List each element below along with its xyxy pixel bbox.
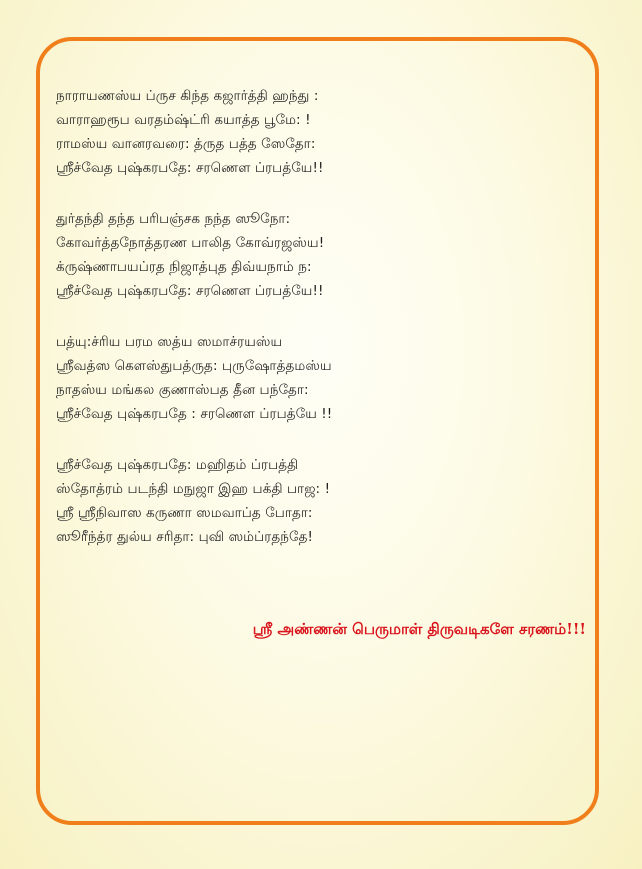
stanza-3 xyxy=(56,330,476,426)
verse-line: ஸ்ரீ ஸ்ரீநிவாஸ கருணா ஸமவாப்த போதா: xyxy=(56,505,313,521)
verse-line: பத்யு:ச்ரிய பரம ஸத்ய ஸமாச்ரயஸ்ய xyxy=(56,334,283,350)
verse-line: வாராஹரூப வரதம்ஷ்ட்ரி கயாத்த பூமே: ! xyxy=(56,112,311,128)
verse-line: ஸூரீந்த்ர துல்ய சரிதா: புவி ஸம்ப்ரதந்தே! xyxy=(56,529,314,545)
stanza-2 xyxy=(56,207,476,303)
stanza-1 xyxy=(56,84,476,180)
verse-line: ஸ்ரீச்வேத புஷ்கரபதே: சரணௌ ப்ரபத்யே!! xyxy=(56,160,324,176)
verse-line: கோவர்த்தநோத்தரண பாலித கோவ்ரஜஸ்ய! xyxy=(56,235,325,251)
stanza-4 xyxy=(56,453,476,549)
verse-line: ஸ்ரீச்வேத புஷ்கரபதே: சரணௌ ப்ரபத்யே!! xyxy=(56,283,324,299)
verse-line: ஸ்ரீச்வேத புஷ்கரபதே: மஹிதம் ப்ரபத்தி xyxy=(56,457,299,473)
verse-content xyxy=(56,84,476,576)
verse-line: ராமஸ்ய வானரவரை: த்ருத பத்த ஸேதோ: xyxy=(56,136,316,152)
verse-line: ஸ்ரீச்வேத புஷ்கரபதே : சரணௌ ப்ரபத்யே !! xyxy=(56,406,333,422)
verse-line: நாதஸ்ய மங்கல குணாஸ்பத தீன பந்தோ: xyxy=(56,382,309,398)
footer-salutation: ஸ்ரீ அண்ணன் பெருமாள் திருவடிகளே சரணம்!!! xyxy=(252,620,586,638)
verse-line: ஸ்தோத்ரம் படந்தி மநுஜா இஹ பக்தி பாஜ: ! xyxy=(56,481,331,497)
verse-line: க்ருஷ்ணாபயப்ரத நிஜாத்புத திவ்யநாம் ந: xyxy=(56,259,312,275)
verse-line: ஸ்ரீவத்ஸ கௌஸ்துபத்ருத: புருஷோத்தமஸ்ய xyxy=(56,358,332,374)
verse-line: துர்தந்தி தந்த பரிபஞ்சக நந்த ஸூநோ: xyxy=(56,211,291,227)
verse-line: நாராயணஸ்ய ப்ருச கிந்த கஜார்த்தி ஹந்து : xyxy=(56,88,319,104)
